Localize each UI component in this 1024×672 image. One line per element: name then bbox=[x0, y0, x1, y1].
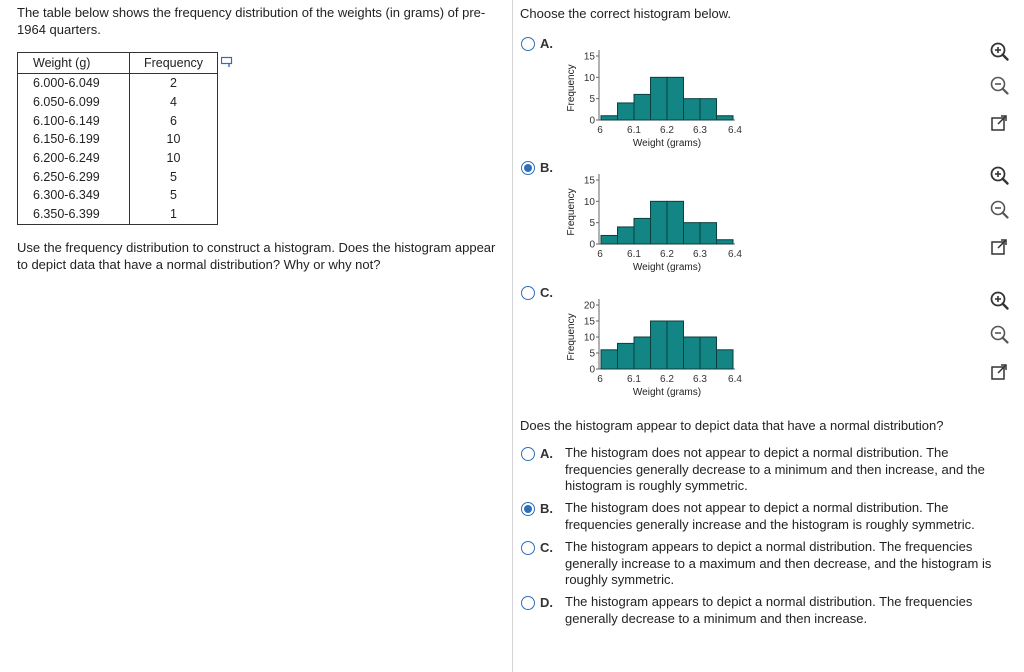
y-tick-label: 5 bbox=[589, 348, 595, 360]
option-letter-a: A. bbox=[540, 36, 553, 51]
cell-weight: 6.300-6.349 bbox=[18, 186, 130, 205]
histogram-bar bbox=[717, 240, 734, 244]
cell-frequency: 5 bbox=[170, 169, 177, 184]
histogram-bar bbox=[618, 343, 635, 369]
table-row bbox=[18, 93, 218, 112]
table-row bbox=[18, 111, 218, 130]
table-row bbox=[18, 130, 218, 149]
radio-answer-a[interactable] bbox=[521, 447, 535, 461]
pane-divider bbox=[512, 0, 513, 672]
histogram-bar bbox=[651, 321, 668, 369]
x-tick-label: 6.3 bbox=[693, 374, 707, 385]
y-tick-label: 0 bbox=[589, 115, 595, 127]
zoom-out-icon[interactable] bbox=[988, 74, 1010, 96]
answer-pane bbox=[520, 0, 1010, 672]
answer-text-c: The histogram appears to depict a normal distribution. The frequencies generally increase to a maximum and then decrease, and the histogram is roughly symmetric. bbox=[565, 539, 992, 587]
y-tick-label: 15 bbox=[583, 175, 595, 187]
expand-icon[interactable] bbox=[988, 236, 1010, 258]
y-axis-label: Frequency bbox=[566, 188, 577, 236]
table-row bbox=[18, 149, 218, 168]
histogram-bar bbox=[684, 337, 701, 369]
x-tick-label: 6.3 bbox=[693, 249, 707, 260]
histogram-a bbox=[560, 36, 775, 156]
cell-frequency: 10 bbox=[166, 151, 181, 166]
histogram-bar bbox=[634, 94, 651, 120]
y-tick-label: 10 bbox=[583, 196, 595, 208]
table-row bbox=[18, 167, 218, 186]
histogram-bar bbox=[601, 235, 618, 244]
histogram-bar bbox=[601, 116, 618, 120]
y-tick-label: 15 bbox=[583, 51, 595, 63]
cell-weight: 6.050-6.099 bbox=[18, 93, 130, 112]
x-tick-label: 6 bbox=[597, 125, 603, 136]
y-tick-label: 0 bbox=[589, 364, 595, 376]
header-frequency: Frequency bbox=[130, 53, 218, 74]
cell-frequency: 10 bbox=[166, 132, 181, 147]
y-tick-label: 5 bbox=[589, 218, 595, 230]
cell-frequency: 2 bbox=[170, 76, 177, 91]
histogram-b bbox=[560, 160, 775, 280]
radio-option-c[interactable] bbox=[521, 286, 535, 300]
histogram-bar bbox=[684, 223, 701, 244]
cell-frequency: 5 bbox=[170, 188, 177, 203]
histogram-bar bbox=[618, 227, 635, 244]
header-weight: Weight (g) bbox=[18, 53, 130, 74]
x-tick-label: 6.4 bbox=[728, 125, 742, 136]
histogram-bar bbox=[717, 116, 734, 120]
histogram-bar bbox=[717, 350, 734, 369]
x-tick-label: 6.2 bbox=[660, 374, 674, 385]
radio-option-b[interactable] bbox=[521, 161, 535, 175]
radio-answer-b[interactable] bbox=[521, 502, 535, 516]
x-tick-label: 6.2 bbox=[660, 125, 674, 136]
y-tick-label: 0 bbox=[589, 239, 595, 251]
y-tick-label: 20 bbox=[583, 300, 595, 312]
radio-option-a[interactable] bbox=[521, 37, 535, 51]
histogram-bar bbox=[651, 77, 668, 120]
histogram-bar bbox=[684, 99, 701, 120]
histogram-bar bbox=[651, 201, 668, 244]
answer-text-d: The histogram appears to depict a normal distribution. The frequencies generally decrease to a minimum and then increase. bbox=[565, 594, 973, 626]
table-row bbox=[18, 186, 218, 205]
cell-weight: 6.350-6.399 bbox=[18, 205, 130, 224]
histogram-bar bbox=[700, 99, 717, 120]
cell-frequency: 6 bbox=[170, 113, 177, 128]
zoom-in-icon[interactable] bbox=[988, 289, 1010, 311]
cell-weight: 6.000-6.049 bbox=[18, 74, 130, 93]
histogram-bar bbox=[667, 201, 684, 244]
expand-icon[interactable] bbox=[988, 361, 1010, 383]
histogram-bar bbox=[700, 337, 717, 369]
table-row bbox=[18, 74, 218, 93]
radio-answer-d[interactable] bbox=[521, 596, 535, 610]
option-letter-c: C. bbox=[540, 285, 553, 300]
histogram-bar bbox=[667, 77, 684, 120]
part1-prompt: Choose the correct histogram below. bbox=[520, 6, 731, 21]
part2-prompt: Does the histogram appear to depict data that have a normal distribution? bbox=[520, 418, 944, 433]
histogram-option-c[interactable] bbox=[520, 285, 1010, 405]
copy-icon[interactable] bbox=[221, 56, 233, 68]
question-instructions: Use the frequency distribution to construct a histogram. Does the histogram appear to depict data that have a normal distribution? Why or why not? bbox=[17, 240, 496, 272]
table-row bbox=[18, 205, 218, 224]
zoom-in-icon[interactable] bbox=[988, 164, 1010, 186]
x-tick-label: 6.3 bbox=[693, 125, 707, 136]
cell-weight: 6.200-6.249 bbox=[18, 149, 130, 168]
question-pane bbox=[17, 4, 497, 272]
cell-frequency: 1 bbox=[170, 207, 177, 222]
cell-weight: 6.150-6.199 bbox=[18, 130, 130, 149]
y-tick-label: 15 bbox=[583, 316, 595, 328]
answer-text-a: The histogram does not appear to depict a normal distribution. The frequencies generally decrease to a minimum and then increase, and the histogram is roughly symmetric. bbox=[565, 445, 985, 493]
zoom-out-icon[interactable] bbox=[988, 323, 1010, 345]
histogram-bar bbox=[634, 218, 651, 244]
histogram-option-a[interactable] bbox=[520, 36, 1010, 156]
x-tick-label: 6 bbox=[597, 374, 603, 385]
cell-frequency: 4 bbox=[170, 95, 177, 110]
x-tick-label: 6.1 bbox=[627, 125, 641, 136]
answer-letter-b: B. bbox=[540, 501, 553, 516]
histogram-c bbox=[560, 285, 775, 405]
question-intro: The table below shows the frequency distribution of the weights (in grams) of pre-1964 quarters. bbox=[17, 5, 486, 37]
x-tick-label: 6.1 bbox=[627, 249, 641, 260]
histogram-bar bbox=[667, 321, 684, 369]
radio-answer-c[interactable] bbox=[521, 541, 535, 555]
option-letter-b: B. bbox=[540, 160, 553, 175]
answer-letter-d: D. bbox=[540, 595, 553, 610]
x-tick-label: 6.4 bbox=[728, 249, 742, 260]
answer-letter-c: C. bbox=[540, 540, 553, 555]
x-axis-label: Weight (grams) bbox=[632, 138, 702, 149]
x-tick-label: 6.4 bbox=[728, 374, 742, 385]
x-tick-label: 6.2 bbox=[660, 249, 674, 260]
histogram-bar bbox=[601, 350, 618, 369]
y-tick-label: 5 bbox=[589, 94, 595, 106]
histogram-bar bbox=[618, 103, 635, 120]
histogram-bar bbox=[634, 337, 651, 369]
answer-text-b: The histogram does not appear to depict a normal distribution. The frequencies generally increase and the histogram is roughly symmetric. bbox=[565, 500, 975, 532]
histogram-bar bbox=[700, 223, 717, 244]
y-axis-label: Frequency bbox=[566, 64, 577, 112]
expand-icon[interactable] bbox=[988, 112, 1010, 134]
x-axis-label: Weight (grams) bbox=[632, 387, 702, 398]
cell-weight: 6.250-6.299 bbox=[18, 167, 130, 186]
y-axis-label: Frequency bbox=[566, 313, 577, 361]
x-axis-label: Weight (grams) bbox=[632, 262, 702, 273]
frequency-table bbox=[17, 52, 218, 225]
zoom-out-icon[interactable] bbox=[988, 198, 1010, 220]
y-tick-label: 10 bbox=[583, 332, 595, 344]
x-tick-label: 6.1 bbox=[627, 374, 641, 385]
x-tick-label: 6 bbox=[597, 249, 603, 260]
y-tick-label: 10 bbox=[583, 72, 595, 84]
histogram-option-b[interactable] bbox=[520, 160, 1010, 280]
zoom-in-icon[interactable] bbox=[988, 40, 1010, 62]
cell-weight: 6.100-6.149 bbox=[18, 111, 130, 130]
answer-letter-a: A. bbox=[540, 446, 553, 461]
table-header-row bbox=[18, 53, 218, 74]
